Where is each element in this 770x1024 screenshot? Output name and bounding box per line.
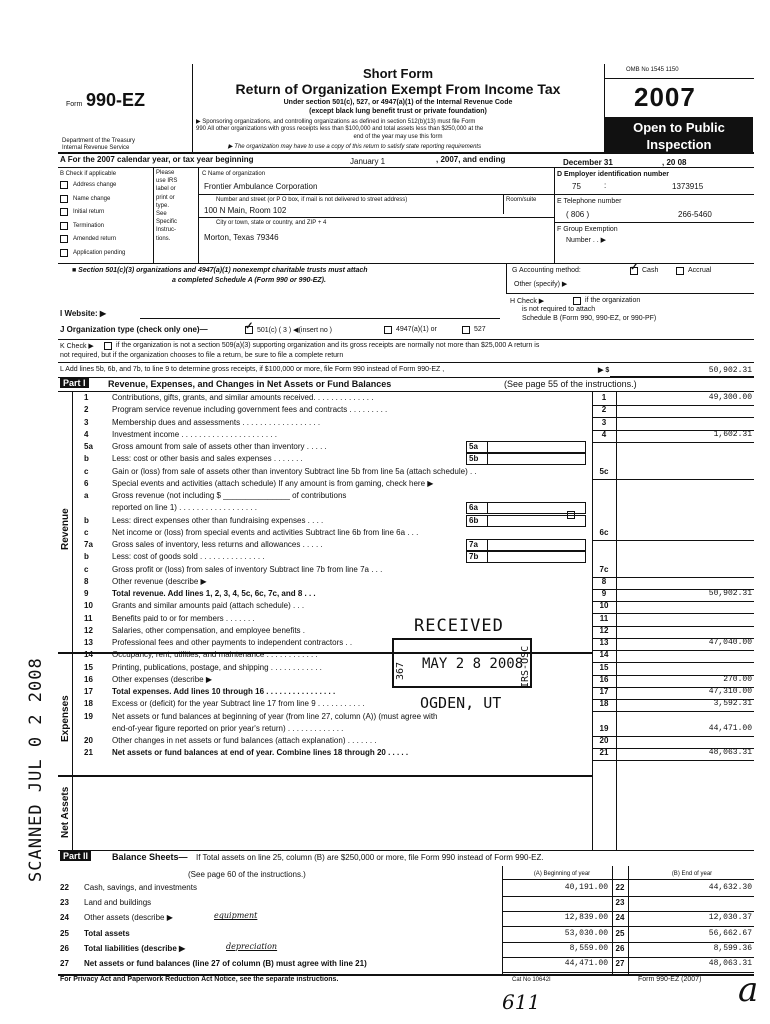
form-label: Form — [66, 101, 83, 108]
beginning-of-year-amount[interactable]: 40,191.00 — [564, 883, 608, 892]
line-number: 8 — [84, 576, 89, 586]
line-number: c — [84, 527, 89, 537]
col-a-header: (A) Beginning of year — [533, 871, 591, 877]
sub-box-label: 5b — [469, 454, 479, 464]
part2-see-instructions: (See page 60 of the instructions.) — [188, 870, 306, 879]
line-box-label: 25 — [615, 928, 625, 938]
line-number: 12 — [84, 625, 93, 635]
line-number: 10 — [84, 601, 93, 611]
line-box-label: 6c — [599, 527, 609, 537]
part1-line-row — [0, 577, 770, 590]
sub-box-label: 6a — [469, 503, 478, 513]
line-box-label: 13 — [599, 638, 609, 647]
part1-line-row — [0, 650, 770, 663]
part1-line-row — [0, 454, 770, 467]
line-description: Other revenue (describe ▶ — [112, 576, 207, 586]
side-net-assets: Net Assets — [60, 786, 71, 838]
line-amount[interactable]: 50,902.31 — [708, 589, 752, 598]
b-checkbox-label: Application pending — [73, 249, 126, 256]
line-number: 17 — [84, 687, 93, 696]
line-number: 25 — [60, 928, 69, 938]
tax-year-end-year[interactable]: , 20 08 — [662, 158, 687, 167]
line-number: 7a — [84, 540, 93, 549]
end-of-year-amount[interactable]: 8,599.36 — [713, 943, 752, 953]
beginning-of-year-amount[interactable]: 12,839.00 — [564, 913, 608, 923]
tax-year-end-month[interactable]: December 31 — [563, 158, 613, 167]
part2-label: Part II — [60, 851, 91, 861]
accrual-checkbox[interactable] — [676, 267, 684, 275]
line-box-label: 17 — [599, 687, 609, 696]
open-to-public-text: Open to Public — [633, 120, 725, 135]
part2-title: Balance Sheets— — [112, 852, 188, 862]
line-description: Less: cost of goods sold . . . . . . . . . . . . . . . — [112, 552, 265, 562]
privacy-notice: For Privacy Act and Paperwork Reduction Act Notice, see the separate instructions. — [60, 976, 339, 983]
sub-box-label: 5a — [469, 442, 478, 451]
line-number: c — [84, 466, 89, 476]
h-checkbox[interactable] — [573, 297, 581, 305]
line-description: Investment income . . . . . . . . . . . . . . . . . . . . . . — [112, 429, 277, 439]
stamp-received: RECEIVED — [414, 616, 504, 636]
k-text-2: not required, but if the organization chooses to file a return, be sure to file a complete return — [60, 352, 344, 359]
dept-line2: Internal Revenue Service — [62, 145, 130, 151]
line-box-label: 3 — [601, 417, 607, 427]
cash-label: Cash — [642, 267, 659, 274]
part1-line-row — [0, 724, 770, 737]
f-label: F Group Exemption — [557, 226, 618, 233]
line-description: Gain or (loss) from sale of assets other than inventory Subtract line 5b from line 5a (attach schedule) . . — [112, 466, 477, 476]
subtitle-5: end of the year may use this form — [353, 134, 443, 140]
b-checkbox-3[interactable] — [60, 222, 68, 230]
h-label: H Check ▶ — [510, 298, 545, 305]
line-description: Contributions, gifts, grants, and similar amounts received. . . . . . . . . . . . . . — [112, 393, 374, 402]
part2-title-rest: If Total assets on line 25, column (B) are $250,000 or more, file Form 990 instead of Form 990-EZ. — [196, 853, 544, 862]
part1-line-row — [0, 687, 770, 700]
side-expenses: Expenses — [60, 695, 71, 742]
stamp-city: OGDEN, UT — [420, 694, 502, 712]
line-description: Printing, publications, postage, and shipping . . . . . . . . . . . . — [112, 662, 322, 672]
handwritten-note: 611 — [502, 990, 541, 1014]
part1-line-row — [0, 528, 770, 541]
line-number: 11 — [84, 613, 93, 623]
tax-year: 2007 — [634, 82, 696, 112]
501c-label: 501(c) ( 3 ) ◀(insert no ) — [257, 327, 333, 334]
part1-line-row — [0, 479, 770, 492]
received-stamp — [392, 616, 542, 714]
gaming-checkbox[interactable] — [567, 511, 575, 519]
part1-line-row — [0, 491, 770, 504]
line-box-label: 12 — [599, 625, 609, 635]
line-description: Other assets (describe ▶ — [84, 913, 173, 923]
line-amount[interactable]: 48,063.31 — [708, 748, 752, 758]
line-box-label: 26 — [615, 943, 625, 953]
b-checkbox-4[interactable] — [60, 235, 68, 243]
cash-check-mark: ✓ — [630, 262, 639, 273]
part1-label: Part I — [60, 378, 89, 388]
balance-sheet-row — [0, 898, 770, 912]
line-description: Other expenses (describe ▶ — [112, 674, 212, 684]
omb-number: OMB No 1545 1150 — [626, 67, 679, 73]
balance-sheet-row — [0, 959, 770, 973]
title-short-form: Short Form — [362, 66, 434, 81]
line-amount[interactable]: 270.00 — [723, 674, 752, 684]
line-description: reported on line 1) . . . . . . . . . . . . . . . . . . — [112, 503, 257, 513]
line-number: 22 — [60, 883, 69, 892]
527-checkbox[interactable] — [462, 326, 470, 334]
line-box-label: 21 — [599, 748, 609, 758]
line-box-label: 24 — [615, 913, 625, 923]
line-box-label: 20 — [599, 736, 609, 745]
line-box-label: 19 — [599, 723, 609, 733]
part1-line-row — [0, 393, 770, 406]
b-checkbox-5[interactable] — [60, 249, 68, 257]
line-number: 21 — [84, 748, 93, 758]
beginning-of-year-amount[interactable]: 44,471.00 — [564, 959, 608, 968]
line-a-label: A For the 2007 calendar year, or tax year beginning — [60, 155, 254, 164]
catalog-number: Cat No 10642I — [512, 977, 551, 983]
side-revenue: Revenue — [60, 508, 71, 550]
city-label: City or town, state or country, and ZIP + 4 — [216, 220, 327, 226]
line-description: Professional fees and other payments to independent contractors . . — [112, 638, 353, 647]
b-checkbox-1[interactable] — [60, 195, 68, 203]
b-checkbox-label: Termination — [73, 222, 105, 229]
balance-sheet-row — [0, 913, 770, 927]
balance-sheet-row — [0, 929, 770, 943]
line-box-label: 23 — [615, 898, 625, 908]
sub-amount-box[interactable] — [466, 539, 586, 551]
line-description: Total liabilities (describe ▶ — [84, 943, 186, 953]
phone-area-code[interactable]: ( 806 ) — [566, 210, 590, 219]
part1-line-row — [0, 442, 770, 455]
b-checkbox-label: Initial return — [73, 209, 105, 215]
part1-line-row — [0, 418, 770, 431]
line-number: 9 — [84, 589, 89, 598]
501c-check-mark: ✓ — [245, 321, 254, 332]
line-description: Special events and activities (attach schedule) If any amount is from gaming, check here ▶ — [112, 478, 434, 488]
line-number: 27 — [60, 959, 69, 968]
sub-amount-box[interactable] — [466, 551, 586, 563]
dept-line1: Department of the Treasury — [62, 138, 136, 144]
line-description: Net assets or fund balances at end of year. Combine lines 18 through 20 . . . . . — [112, 748, 409, 758]
part1-line-row — [0, 736, 770, 749]
irs-label-line: print or — [156, 194, 175, 201]
part1-line-row — [0, 540, 770, 553]
org-name[interactable]: Frontier Ambulance Corporation — [204, 182, 318, 191]
b-checkbox-2[interactable] — [60, 208, 68, 216]
sub-box-label: 7b — [469, 552, 479, 562]
line-amount[interactable]: 44,471.00 — [708, 723, 752, 733]
527-label: 527 — [474, 326, 486, 333]
line-number: 6 — [84, 478, 89, 488]
line-description: Gross revenue (not including $ _______________ of contributions — [112, 491, 347, 500]
line-box-label: 7c — [599, 564, 609, 574]
line-number: 14 — [84, 650, 93, 660]
form-number: 990-EZ — [86, 90, 146, 110]
line-number: b — [84, 454, 89, 464]
part1-line-row — [0, 748, 770, 761]
inspection-text: Inspection — [646, 137, 712, 152]
title-main: Return of Organization Exempt From Income Tax — [235, 81, 561, 97]
subtitle-6: ▶ The organization may have to use a copy of this return to satisfy state reporting requirements — [228, 144, 482, 150]
line-description: Net assets or fund balances (line 27 of column (B) must agree with line 21) — [84, 959, 367, 968]
scanned-stamp: SCANNED JUL 0 2 2008 — [26, 657, 46, 882]
gross-receipts-value[interactable]: 50,902.31 — [708, 366, 752, 375]
phone-number[interactable]: 266-5460 — [678, 210, 712, 219]
sub-box-label: 7a — [469, 540, 478, 549]
k-text: if the organization is not a section 509(a)(3) supporting organization and its gross receipts are normally not more than $25,000 A return is — [116, 342, 540, 349]
irs-label-line: label or — [156, 186, 176, 193]
line-box-label: 2 — [601, 405, 607, 415]
line-description: Program service revenue including government fees and contracts . . . . . . . . . — [112, 405, 388, 415]
irs-label-line: use IRS — [156, 178, 178, 185]
line-box-label: 11 — [599, 613, 609, 623]
line-number: 19 — [84, 711, 93, 721]
part1-line-row — [0, 614, 770, 627]
amount-underline — [592, 760, 754, 761]
line-description: Net income or (loss) from special events and activities Subtract line 6b from line 6a . . . — [112, 527, 419, 537]
line-description: Membership dues and assessments . . . . . . . . . . . . . . . . . . — [112, 417, 321, 427]
f-label-2: Number . . ▶ — [566, 237, 607, 244]
line-number: 13 — [84, 638, 93, 647]
col-b-header: (B) End of year — [671, 871, 713, 877]
part1-line-row — [0, 552, 770, 565]
tax-year-begin[interactable]: January 1 — [350, 157, 386, 166]
g-other-label: Other (specify) ▶ — [514, 281, 568, 288]
line-box-label: 5c — [599, 466, 609, 476]
part1-line-row — [0, 601, 770, 614]
b-checkbox-label: Name change — [73, 195, 111, 202]
sub-amount-box[interactable] — [466, 441, 586, 453]
part1-line-row — [0, 405, 770, 418]
balance-sheet-row — [0, 883, 770, 897]
line-box-label: 18 — [599, 699, 609, 709]
irs-label-line: Instruc- — [156, 227, 177, 234]
part1-line-row — [0, 503, 770, 516]
line-number: b — [84, 552, 89, 562]
irs-label-line: Please — [156, 170, 175, 176]
h-label-2: if the organization — [585, 297, 641, 304]
part1-line-row — [0, 675, 770, 688]
line-a-mid: , 2007, and ending — [436, 155, 506, 164]
line-number: 3 — [84, 417, 89, 427]
e-label: E Telephone number — [557, 198, 622, 205]
section-501c3-note: ■ Section 501(c)(3) organizations and 4947(a)(1) nonexempt charitable trusts must attach — [72, 267, 368, 274]
line-amount[interactable]: 3,592.31 — [713, 699, 752, 709]
line-description: Net assets or fund balances at beginning of year (from line 27, column (A)) (must agree with — [112, 711, 438, 721]
line-box-label: 9 — [601, 589, 607, 598]
stamp-side-left: 367 — [395, 661, 406, 680]
line-description: Gross profit or (loss) from sales of inventory Subtract line 7b from line 7a . . . — [112, 564, 383, 574]
line-box-label: 1 — [601, 393, 607, 402]
line-box-label: 14 — [599, 650, 609, 660]
part1-line-row — [0, 626, 770, 639]
line-number: 24 — [60, 913, 69, 923]
part1-line-row — [0, 699, 770, 712]
subtitle-1: Under section 501(c), 527, or 4947(a)(1) of the Internal Revenue Code — [283, 99, 513, 106]
org-type-label: J Organization type (check only one)— — [60, 325, 208, 334]
line-description: Total assets — [84, 928, 130, 938]
line-description: Total revenue. Add lines 1, 2, 3, 4, 5c, 6c, 7c, and 8 . . . — [112, 589, 316, 598]
line-number: 20 — [84, 736, 93, 745]
balance-sheet-row — [0, 941, 770, 958]
end-of-year-amount[interactable]: 48,063.31 — [708, 959, 752, 968]
irs-label-instructions — [156, 169, 177, 243]
line-description: Grants and similar amounts paid (attach schedule) . . . — [112, 601, 305, 611]
line-number: c — [84, 564, 89, 574]
ein-prefix[interactable]: 75 — [572, 182, 581, 191]
line-number: 18 — [84, 699, 93, 709]
end-of-year-amount[interactable]: 56,662.67 — [708, 928, 752, 938]
line-description: Less: direct expenses other than fundraising expenses . . . . — [112, 515, 324, 525]
handwritten-description[interactable]: depreciation — [226, 941, 278, 951]
part1-line-row — [0, 663, 770, 676]
line-box-label: 22 — [615, 883, 625, 892]
h-label-3: is not required to attach — [522, 306, 596, 313]
part1-line-row — [0, 467, 770, 480]
irs-label-line: tions. — [156, 235, 171, 242]
line-description: end-of-year figure reported on prior year's return) . . . . . . . . . . . . . — [112, 723, 344, 733]
line-description: Benefits paid to or for members . . . . . . . — [112, 613, 255, 623]
line-description: Gross sales of inventory, less returns and allowances . . . . . — [112, 540, 323, 549]
line-box-label: 16 — [599, 674, 609, 684]
line-description: Excess or (deficit) for the year Subtract line 17 from line 9 . . . . . . . . . . . — [112, 699, 365, 709]
street-address[interactable]: 100 N Main, Room 102 — [204, 206, 287, 215]
accrual-label: Accrual — [688, 267, 712, 274]
part1-title: Revenue, Expenses, and Changes in Net Assets or Fund Balances — [108, 379, 392, 389]
b-checkbox-0[interactable] — [60, 181, 68, 189]
room-label: Room/suite — [506, 197, 537, 203]
part1-line-row — [0, 712, 770, 725]
part1-line-row — [0, 589, 770, 602]
b-checkbox-label: Amended return — [73, 236, 117, 242]
line-box-label: 10 — [599, 601, 609, 611]
k-label: K Check ▶ — [60, 343, 94, 350]
h-label-4: Schedule B (Form 990, 990-EZ, or 990-PF) — [522, 315, 657, 322]
part1-line-row — [0, 565, 770, 578]
website-label: I Website: ▶ — [60, 309, 107, 318]
4947-label: 4947(a)(1) or — [396, 326, 437, 333]
irs-label-line: type. — [156, 202, 170, 209]
section-b-label: B Check if applicable — [60, 171, 117, 177]
section-501c3-note-2: a completed Schedule A (Form 990 or 990-EZ). — [172, 277, 326, 284]
handwritten-corner-mark: a — [738, 970, 759, 1010]
line-number: 4 — [84, 429, 89, 439]
4947-checkbox[interactable] — [384, 326, 392, 334]
l-arrow: ▶ $ — [598, 367, 610, 374]
line-amount[interactable]: 1,602.31 — [713, 429, 752, 439]
line-description: Salaries, other compensation, and employee benefits . — [112, 625, 306, 635]
line-description: Land and buildings — [84, 898, 152, 908]
city-state-zip[interactable]: Morton, Texas 79346 — [204, 233, 279, 242]
line-number: 2 — [84, 405, 89, 415]
l-text: L Add lines 5b, 6b, and 7b, to line 9 to determine gross receipts, if $100,000 or more, file Form 990 instead of Form 990-EZ , — [60, 366, 445, 373]
stamp-side-right: IRS-OSC — [520, 645, 531, 688]
line-box-label: 27 — [615, 959, 625, 968]
part1-title-2: (See page 55 of the instructions.) — [504, 379, 637, 389]
part1-line-row — [0, 430, 770, 443]
subtitle-3: ▶ Sponsoring organizations, and controlling organizations as defined in section 512(b)(13) must file Form — [196, 119, 476, 125]
b-checkbox-label: Address change — [73, 182, 117, 188]
ein-number[interactable]: 1373915 — [672, 182, 704, 191]
part1-line-row — [0, 638, 770, 651]
line-description: Total expenses. Add lines 10 through 16 . . . . . . . . . . . . . . . . — [112, 687, 336, 696]
g-label: G Accounting method: — [512, 267, 581, 274]
line-description: Gross amount from sale of assets other than inventory . . . . . — [112, 442, 327, 451]
line-number: 16 — [84, 674, 93, 684]
irs-label-line: See — [156, 211, 167, 218]
line-amount[interactable]: 47,040.00 — [708, 638, 752, 647]
beginning-of-year-amount[interactable]: 53,030.00 — [564, 928, 608, 938]
stamp-date: MAY 2 8 2008 — [422, 656, 524, 672]
subtitle-4: 990 All other organizations with gross receipts less than $100,000 and total assets less than $250,000 at the — [196, 126, 484, 132]
beginning-of-year-amount[interactable]: 8,559.00 — [569, 943, 608, 953]
line-number: b — [84, 515, 89, 525]
line-number: 5a — [84, 442, 93, 451]
line-box-label: 15 — [599, 662, 609, 672]
street-label: Number and street (or P O box, if mail is not delivered to street address) — [216, 197, 408, 203]
line-box-label: 4 — [601, 429, 607, 439]
line-description: Other changes in net assets or fund balances (attach explanation) . . . . . . . — [112, 736, 377, 745]
form-footer: Form 990-EZ (2007) — [638, 976, 702, 983]
line-description: Cash, savings, and investments — [84, 883, 197, 892]
line-description: Occupancy, rent, utilities, and maintenance . . . . . . . . . . . . — [112, 650, 318, 660]
sub-box-label: 6b — [469, 515, 479, 525]
line-number: 23 — [60, 898, 69, 908]
end-of-year-amount[interactable]: 12,030.37 — [708, 913, 752, 923]
line-number: 15 — [84, 662, 93, 672]
part1-line-row — [0, 516, 770, 529]
line-box-label: 8 — [601, 576, 607, 586]
irs-label-line: Specific — [156, 219, 178, 226]
subtitle-2: (except black lung benefit trust or private foundation) — [309, 108, 487, 115]
line-amount[interactable]: 49,300.00 — [708, 393, 752, 402]
line-number: a — [84, 491, 89, 500]
c-label: C Name of organization — [202, 171, 266, 177]
sub-amount-box[interactable] — [466, 453, 586, 465]
line-number: 1 — [84, 393, 89, 402]
line-amount[interactable]: 47,310.00 — [708, 687, 752, 696]
line-number: 26 — [60, 943, 69, 953]
k-checkbox[interactable] — [104, 342, 112, 350]
handwritten-description[interactable]: equipment — [214, 911, 258, 921]
end-of-year-amount[interactable]: 44,632.30 — [708, 883, 752, 892]
line-description: Less: cost or other basis and sales expenses . . . . . . . — [112, 454, 303, 464]
d-label: D Employer identification number — [557, 171, 670, 178]
